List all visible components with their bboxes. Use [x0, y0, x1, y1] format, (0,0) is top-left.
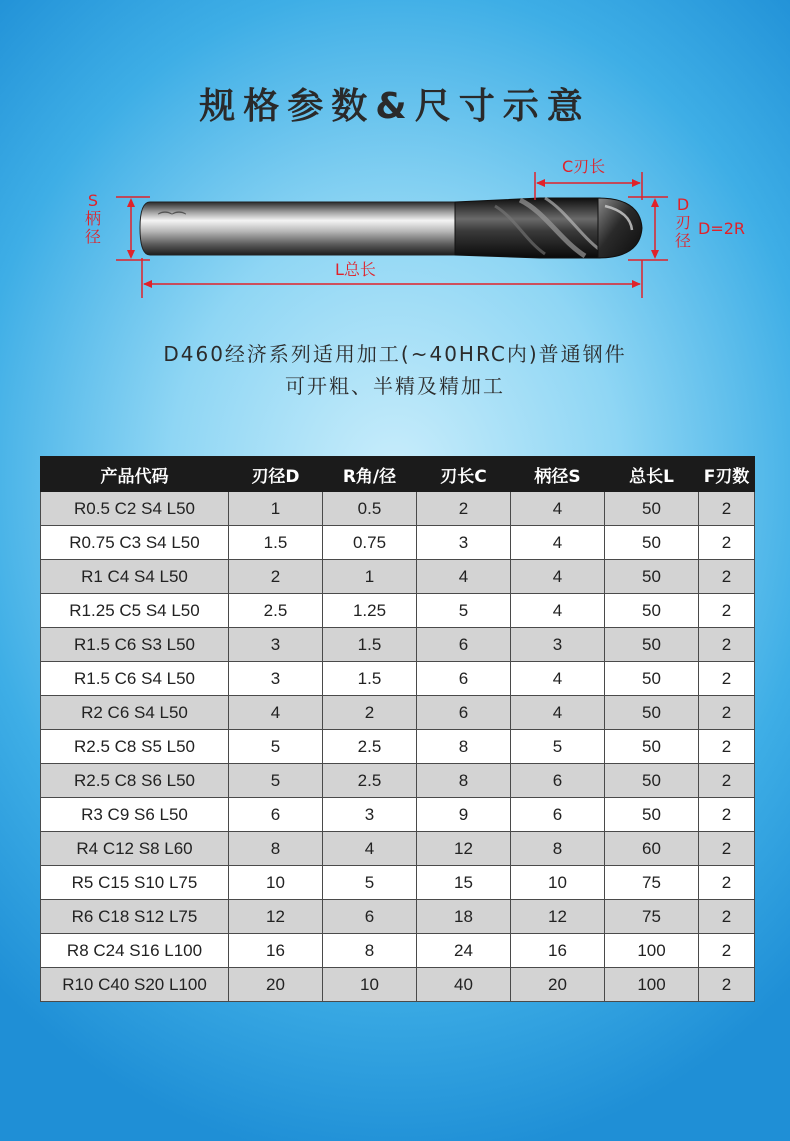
table-cell: 50 — [605, 526, 699, 560]
table-cell: 4 — [229, 696, 323, 730]
table-cell: R1.5 C6 S3 L50 — [41, 628, 229, 662]
table-cell: 2 — [699, 900, 755, 934]
end-mill-illustration — [0, 150, 790, 310]
table-cell: 2 — [699, 560, 755, 594]
table-cell: R1 C4 S4 L50 — [41, 560, 229, 594]
table-cell: R2 C6 S4 L50 — [41, 696, 229, 730]
table-cell: 100 — [605, 934, 699, 968]
table-cell: 5 — [323, 866, 417, 900]
spec-table — [40, 456, 755, 1002]
table-cell: 2 — [699, 866, 755, 900]
table-cell: 40 — [417, 968, 511, 1002]
table-cell: 3 — [417, 526, 511, 560]
table-cell: 2 — [229, 560, 323, 594]
table-row — [41, 866, 755, 900]
table-cell: 4 — [417, 560, 511, 594]
table-cell: 5 — [229, 730, 323, 764]
header-shank-dia: 柄径S — [511, 457, 605, 492]
table-cell: 4 — [323, 832, 417, 866]
table-cell: 10 — [323, 968, 417, 1002]
table-cell: 2 — [699, 492, 755, 526]
table-cell: 50 — [605, 696, 699, 730]
table-cell: 4 — [511, 560, 605, 594]
table-row — [41, 628, 755, 662]
table-row — [41, 696, 755, 730]
table-cell: 3 — [229, 662, 323, 696]
table-cell: 6 — [417, 662, 511, 696]
table-cell: 0.5 — [323, 492, 417, 526]
table-row — [41, 934, 755, 968]
table-cell: R5 C15 S10 L75 — [41, 866, 229, 900]
table-cell: 2 — [699, 934, 755, 968]
table-cell: R1.25 C5 S4 L50 — [41, 594, 229, 628]
table-cell: 2 — [699, 730, 755, 764]
header-blade-dia: 刃径D — [229, 457, 323, 492]
table-row — [41, 662, 755, 696]
table-row — [41, 900, 755, 934]
table-cell: R3 C9 S6 L50 — [41, 798, 229, 832]
table-cell: 50 — [605, 492, 699, 526]
table-row — [41, 492, 755, 526]
table-cell: 6 — [417, 628, 511, 662]
table-cell: 50 — [605, 560, 699, 594]
table-row — [41, 798, 755, 832]
table-cell: 2 — [699, 832, 755, 866]
table-cell: 2 — [699, 526, 755, 560]
table-cell: 12 — [229, 900, 323, 934]
table-cell: 18 — [417, 900, 511, 934]
total-length-label: L总长 — [335, 260, 376, 279]
table-cell: 6 — [511, 798, 605, 832]
page-title: 规格参数&尺寸示意 — [199, 86, 591, 127]
table-cell: 16 — [229, 934, 323, 968]
table-cell: 4 — [511, 594, 605, 628]
table-cell: 2.5 — [323, 764, 417, 798]
table-cell: 3 — [511, 628, 605, 662]
header-flutes: F刃数 — [699, 457, 755, 492]
table-cell: 6 — [229, 798, 323, 832]
tool-dimension-diagram — [0, 150, 790, 310]
table-cell: 8 — [417, 730, 511, 764]
table-cell: 75 — [605, 900, 699, 934]
table-cell: 2.5 — [229, 594, 323, 628]
table-cell: 12 — [417, 832, 511, 866]
table-cell: R0.5 C2 S4 L50 — [41, 492, 229, 526]
table-cell: 50 — [605, 764, 699, 798]
table-row — [41, 968, 755, 1002]
table-cell: 5 — [417, 594, 511, 628]
table-cell: 2 — [699, 764, 755, 798]
table-cell: 8 — [229, 832, 323, 866]
table-cell: 50 — [605, 662, 699, 696]
table-cell: 2 — [417, 492, 511, 526]
table-cell: R1.5 C6 S4 L50 — [41, 662, 229, 696]
subtitle-line-2: 可开粗、半精及精加工 — [285, 374, 505, 398]
blade-dia-letter: D — [676, 195, 690, 214]
table-cell: 20 — [511, 968, 605, 1002]
table-cell: 75 — [605, 866, 699, 900]
table-cell: 16 — [511, 934, 605, 968]
table-cell: 15 — [417, 866, 511, 900]
table-cell: 8 — [511, 832, 605, 866]
table-cell: 1.25 — [323, 594, 417, 628]
table-cell: 1.5 — [323, 628, 417, 662]
table-cell: 4 — [511, 696, 605, 730]
table-cell: 12 — [511, 900, 605, 934]
shank-dia-char-2: 径 — [84, 227, 101, 246]
table-cell: 5 — [511, 730, 605, 764]
table-cell: 2 — [699, 696, 755, 730]
table-cell: 50 — [605, 730, 699, 764]
table-cell: 6 — [323, 900, 417, 934]
table-cell: 3 — [323, 798, 417, 832]
header-total-length: 总长L — [605, 457, 699, 492]
table-cell: 50 — [605, 594, 699, 628]
table-cell: 2 — [699, 628, 755, 662]
table-cell: R8 C24 S16 L100 — [41, 934, 229, 968]
blade-dia-char-2: 径 — [674, 231, 691, 250]
table-body — [41, 492, 755, 1002]
shank-dia-char-1: 柄 — [84, 209, 101, 228]
table-cell: 9 — [417, 798, 511, 832]
table-header-row — [41, 457, 755, 492]
table-cell: 1.5 — [229, 526, 323, 560]
table-cell: 0.75 — [323, 526, 417, 560]
table-cell: 2 — [699, 968, 755, 1002]
table-cell: R2.5 C8 S6 L50 — [41, 764, 229, 798]
table-cell: R2.5 C8 S5 L50 — [41, 730, 229, 764]
svg-text:⌒⌒: ⌒⌒ — [158, 212, 186, 228]
subtitle-line-1: D460经济系列适用加工(~40HRC内)普通钢件 — [163, 342, 627, 366]
table-row — [41, 526, 755, 560]
table-row — [41, 560, 755, 594]
table-cell: R4 C12 S8 L60 — [41, 832, 229, 866]
table-cell: R0.75 C3 S4 L50 — [41, 526, 229, 560]
header-product-code: 产品代码 — [41, 457, 229, 492]
table-cell: 6 — [417, 696, 511, 730]
blade-dia-char-1: 刃 — [674, 213, 691, 232]
table-cell: 2.5 — [323, 730, 417, 764]
table-cell: 50 — [605, 628, 699, 662]
table-cell: 1 — [323, 560, 417, 594]
table-cell: 60 — [605, 832, 699, 866]
table-cell: 2 — [699, 798, 755, 832]
header-blade-length: 刃长C — [417, 457, 511, 492]
table-cell: 5 — [229, 764, 323, 798]
table-row — [41, 730, 755, 764]
table-cell: 50 — [605, 798, 699, 832]
dia-formula-label: D=2R — [698, 219, 746, 238]
table-cell: 4 — [511, 492, 605, 526]
table-cell: 6 — [511, 764, 605, 798]
table-cell: 10 — [229, 866, 323, 900]
table-cell: 8 — [417, 764, 511, 798]
table-row — [41, 832, 755, 866]
table-cell: 4 — [511, 662, 605, 696]
table-cell: 10 — [511, 866, 605, 900]
table-cell: 100 — [605, 968, 699, 1002]
shank-dia-letter: S — [87, 191, 99, 210]
table-cell: 8 — [323, 934, 417, 968]
table-cell: 4 — [511, 526, 605, 560]
table-cell: 2 — [323, 696, 417, 730]
table-cell: 24 — [417, 934, 511, 968]
table-cell: 1 — [229, 492, 323, 526]
table-cell: 1.5 — [323, 662, 417, 696]
table-cell: 20 — [229, 968, 323, 1002]
header-radius: R角/径 — [323, 457, 417, 492]
table-cell: 2 — [699, 594, 755, 628]
table-cell: R10 C40 S20 L100 — [41, 968, 229, 1002]
table-cell: 2 — [699, 662, 755, 696]
table-cell: 3 — [229, 628, 323, 662]
table-cell: R6 C18 S12 L75 — [41, 900, 229, 934]
table-row — [41, 594, 755, 628]
blade-length-label: C刃长 — [562, 157, 606, 176]
table-row — [41, 764, 755, 798]
